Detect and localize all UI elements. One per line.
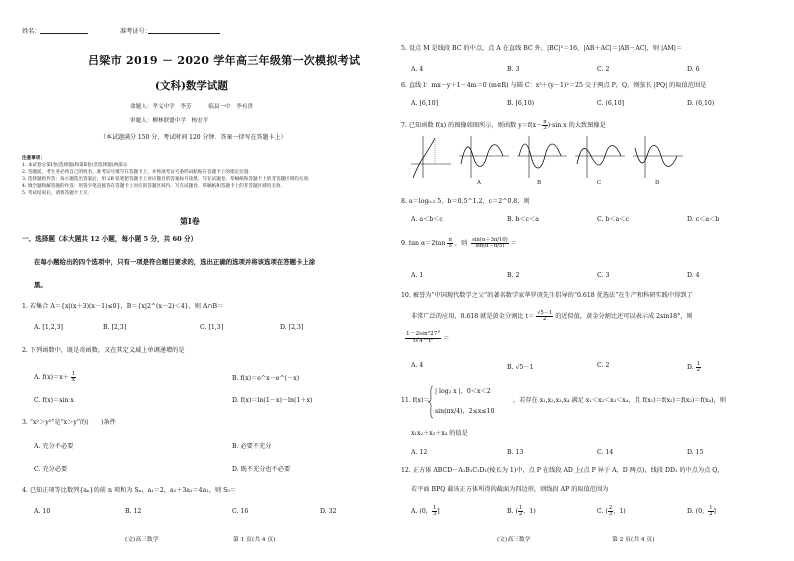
q3-option-c[interactable]: C. 充分必要: [34, 466, 68, 473]
q3-option-a[interactable]: A. 充分不必要: [34, 443, 74, 450]
part-title: 第Ⅰ卷: [180, 216, 200, 226]
q11-fx-label: 11. f(x)＝: [401, 397, 430, 404]
q5-option-c[interactable]: C. 2: [597, 66, 610, 73]
q8-option-c[interactable]: C. b＜a＜c: [597, 216, 629, 223]
footer-page: 第 1 页(共 4 页): [233, 537, 276, 543]
q2-option-a-frac: $\frac{1}{x}$: [71, 371, 76, 384]
q5-option-a[interactable]: A. 4: [411, 66, 424, 73]
q8-option-b[interactable]: B. b＜c＜a: [507, 216, 539, 223]
q10-option-d-frac: $\frac{1}{2}$: [696, 361, 700, 374]
q9-stem-tail: ＝: [510, 240, 517, 248]
q11-option-c[interactable]: C. 14: [597, 449, 614, 456]
q9-option-d[interactable]: D. 4: [687, 272, 700, 279]
q12-option-a-frac: $\frac{1}{3}$: [432, 505, 437, 518]
q12-option-c-frac: $\frac{2}{3}$: [608, 505, 613, 518]
q12-option-a-text: A. (0，: [411, 508, 432, 516]
q1-option-a[interactable]: A. [1,2,3]: [34, 324, 63, 331]
q12-option-a[interactable]: A. (0， $\frac{1}{3}$ ]: [411, 505, 440, 518]
q11-piece2: sin(πx/4)，2≤x≤10: [435, 408, 495, 415]
q9-option-b[interactable]: B. 2: [507, 272, 520, 279]
q9-option-c[interactable]: C. 3: [597, 272, 610, 279]
q2-option-c[interactable]: C. f(x)＝sin x: [34, 397, 74, 404]
note-item: 1. 本试卷分第Ⅰ卷(选择题)和第Ⅱ卷(非选择题)两部分.: [22, 163, 129, 168]
q7-option-b-graph[interactable]: [517, 134, 567, 178]
q12-option-b[interactable]: B. ( $\frac{1}{2}$ ，1): [507, 505, 536, 518]
q12-option-c-text: C. (: [597, 508, 608, 516]
q6-option-b[interactable]: B. [6,10): [507, 100, 535, 107]
q3-option-b[interactable]: B. 必要不充分: [232, 443, 272, 450]
q11-stem: ，若存在 x₁,x₂,x₃,x₄ 满足 x₁＜x₂＜x₃＜x₄，且 f(x₁)＝f(x₂)＝f(x₃)＝f(x₄)，则: [513, 397, 726, 404]
q9-pi-frac: $\frac{\pi}{5}$: [448, 237, 452, 250]
q6-option-d[interactable]: D. (6,10): [687, 100, 715, 107]
q12-line1: 12. 正方体 ABCD－A₁B₁C₁D₁(棱长为 1)中，点 P 在线段 AD 上(点 P 异于 A，D 两点)，线段 DD₁ 的中点为点 Q，: [401, 467, 724, 474]
exam-subject: (文科)数学试题: [155, 80, 228, 92]
footer-subject: (文)高三数学: [125, 537, 159, 543]
q12-option-d-text: D. (0，: [687, 508, 709, 516]
q6-stem: 6. 直线 l：mx－y＋1－4m＝0 (m∈R) 与圆 C：x²＋(y－1)²＝25 交于两点 P，Q，则弦长 |PQ| 的取值范围是: [401, 82, 707, 89]
q10-option-b[interactable]: B. √5－1: [507, 364, 534, 371]
section-instruction: 在每小题给出的四个选项中，只有一项是符合题目要求的，选出正确的选项并将该选项在答题卡上涂: [34, 258, 316, 266]
note-item: 3. 选择题的作答：每小题选出答案后，用 2B 铅笔把答题卡上对应题目的答案标号涂黑．写在试题卷、草稿纸和答题卡上的非答题区域均无效.: [22, 177, 310, 182]
q10-line2: [411, 311, 693, 322]
q10-option-c[interactable]: C. 2: [597, 362, 610, 369]
page-2: [397, 0, 794, 561]
q9-stem-pre: 9. tan α＝2tan: [401, 240, 446, 248]
q1-option-d[interactable]: D. [2,3]: [280, 324, 304, 331]
q11-option-b[interactable]: B. 13: [507, 449, 524, 456]
q7-stem: [401, 120, 606, 131]
q4-stem: 4. 已知正项等比数列{aₙ}的前 n 项和为 Sₙ，a₁＝2，a₂＋3a₁＝4a₁，则 S₅＝: [22, 487, 237, 494]
note-item: 5. 考试结束后，请将答题卡上交.: [22, 191, 90, 196]
ticket-label: 准考证号：: [120, 28, 151, 35]
q2-option-b[interactable]: B. f(x)＝e^x－e^(－x): [232, 375, 300, 382]
q12-option-d-frac: $\frac{1}{2}$: [709, 505, 713, 518]
q6-option-a[interactable]: A. [6,10]: [411, 100, 439, 107]
q5-option-d[interactable]: D. 6: [687, 66, 700, 73]
name-blank[interactable]: [40, 33, 88, 34]
note-item: 2. 答题前，考生务必将自己的姓名、准考证号填写在答题卡上，并将准考证号条形码粘贴在答题卡上的指定位置.: [22, 170, 250, 175]
q10-option-d-text: D.: [687, 364, 694, 372]
q7-option-a[interactable]: A: [477, 180, 481, 186]
authors-line: 命题人：孝义中学 李芳 临县一中 李有贵: [130, 104, 254, 110]
q8-stem: 8. a＝log₀.₅ 5，b＝0.5^1.2，c＝2^0.8，则: [401, 198, 530, 205]
q10-expression-frac: $\frac{\text{1－2sin²27°}}{\text{t√4－t²}}$: [406, 331, 441, 344]
q10-option-d[interactable]: [687, 362, 701, 373]
q4-option-b[interactable]: B. 12: [125, 508, 142, 515]
q11-line2: x₁x₂＋x₃＋x₄ 的值是: [411, 430, 468, 437]
q2-option-a[interactable]: [34, 372, 76, 383]
q7-stem-text: 7. 已知函数 f(x) 的图像如图所示，则函数 y＝f(x－: [401, 122, 543, 130]
q5-stem: 5. 设点 M 是线段 BC 的中点，点 A 在直线 BC 外，|BC|²＝16，|AB＋AC|＝|AB－AC|，则 |AM|＝: [401, 45, 683, 52]
ticket-blank[interactable]: [148, 33, 220, 34]
q12-option-b-text: B. (: [507, 508, 518, 516]
q7-stem-tail: )·sin x 的大致图像是: [547, 122, 606, 130]
q12-option-b-frac: $\frac{1}{2}$: [518, 505, 523, 518]
exam-title: 吕梁市 2019 － 2020 学年高三年级第一次模拟考试: [88, 54, 361, 67]
name-label: 姓名：: [22, 28, 41, 35]
q10-line2-tail: 的近似值，黄金分割比还可以表示成 2sin18°，则: [555, 313, 693, 321]
q4-option-a[interactable]: A. 10: [34, 508, 51, 515]
q10-option-a[interactable]: A. 4: [411, 362, 424, 369]
q10-line2-text: 非常广泛的应用，0.618 就是黄金分割比 t＝: [411, 313, 535, 321]
q3-option-d[interactable]: D. 既不充分也不必要: [232, 466, 291, 473]
q4-option-c[interactable]: C. 16: [232, 508, 249, 515]
q11-option-d[interactable]: D. 15: [687, 449, 704, 456]
q11-piece1: | log₂ x |，0＜x＜2: [435, 388, 491, 395]
q3-stem: 3. “x²＞y²”是“x＞y”的( )条件: [22, 419, 116, 426]
note-item: 4. 填空题和解答题的作答：用签字笔直接答在答题卡上对应的答题区域内．写在试题卷、草稿纸和答题卡上的非答题区域均无效.: [22, 184, 282, 189]
q6-option-c[interactable]: C. (6,10]: [597, 100, 625, 107]
q12-option-c[interactable]: C. ( $\frac{2}{3}$ ，1): [597, 505, 626, 518]
q10-expression: $\frac{\text{1－2sin²27°}}{\text{t√4－t²}}$ ＝: [406, 331, 450, 344]
q2-option-a-text: A. f(x)＝x＋: [34, 374, 69, 382]
q12-option-d[interactable]: D. (0， $\frac{1}{2}$ ]: [687, 505, 716, 518]
q4-option-d[interactable]: D. 32: [320, 508, 337, 515]
q9-ratio-frac: $\frac{\sin(\alpha+3\pi/10)}{\sin(\alpha-\pi/5)}$: [472, 237, 508, 250]
section-title: 一、选择题（本大题共 12 小题，每小题 5 分，共 60 分）: [22, 235, 198, 243]
notes-title: 注意事项：: [22, 156, 45, 161]
q5-option-b[interactable]: B. 3: [507, 66, 520, 73]
q11-brace-icon: [428, 385, 434, 419]
q7-option-b[interactable]: B: [537, 180, 542, 186]
section-instruction-end: 黑。: [34, 281, 47, 289]
footer-subject: (文)高三数学: [497, 537, 531, 543]
q9-stem: [401, 238, 517, 249]
q1-option-c[interactable]: C. [1,3]: [200, 324, 224, 331]
q1-stem: 1. 若集合 A＝{x|(x＋3)(x－1)≤0}，B＝{x|2^(x－2)＜4}，则 A∩B＝: [22, 303, 224, 310]
q7-option-a-graph[interactable]: [459, 134, 509, 178]
q8-option-d[interactable]: D. c＜a＜b: [687, 216, 720, 223]
footer-page: 第 2 页(共 4 页): [612, 537, 655, 543]
q9-stem-mid: ，则: [454, 240, 468, 248]
q10-ratio-frac: $\frac{√5-1}{2}$: [537, 310, 553, 323]
q7-option-c[interactable]: C: [597, 180, 602, 186]
q7-option-d-graph[interactable]: [633, 134, 683, 178]
exam-note: （本试题满分 150 分，考试时间 120 分钟．答案一律写在答题卡上）: [100, 134, 287, 141]
q7-original-graph: [409, 134, 451, 178]
reviewers-line: 审题人：柳林联盟中学 杨宏平: [130, 118, 209, 124]
q7-option-d[interactable]: D: [655, 180, 660, 186]
q12-line2: 若平面 BPQ 截该正方体所得的截面为四边形，则线段 AP 的取值范围为: [411, 486, 609, 493]
q11-option-a[interactable]: A. 12: [411, 449, 428, 456]
q8-option-a[interactable]: A. a＜b＜c: [411, 216, 443, 223]
q7-stem-frac: $\frac{\pi}{3}$: [543, 119, 547, 132]
q7-option-c-graph[interactable]: [575, 134, 625, 178]
q1-option-b[interactable]: B. [2,3]: [103, 324, 127, 331]
q2-option-d[interactable]: D. f(x)＝ln(1－x)－ln(1＋x): [232, 397, 313, 404]
q2-stem: 2. 下列函数中，既是奇函数，又在其定义域上单调递增的是: [22, 347, 185, 354]
q10-line1: 10. 被誉为“中国现代数学之父”的著名数学家华罗庚先生倡导的“0.618 优选法”在生产和科研实践中得到了: [401, 292, 693, 299]
q9-option-a[interactable]: A. 1: [411, 272, 424, 279]
